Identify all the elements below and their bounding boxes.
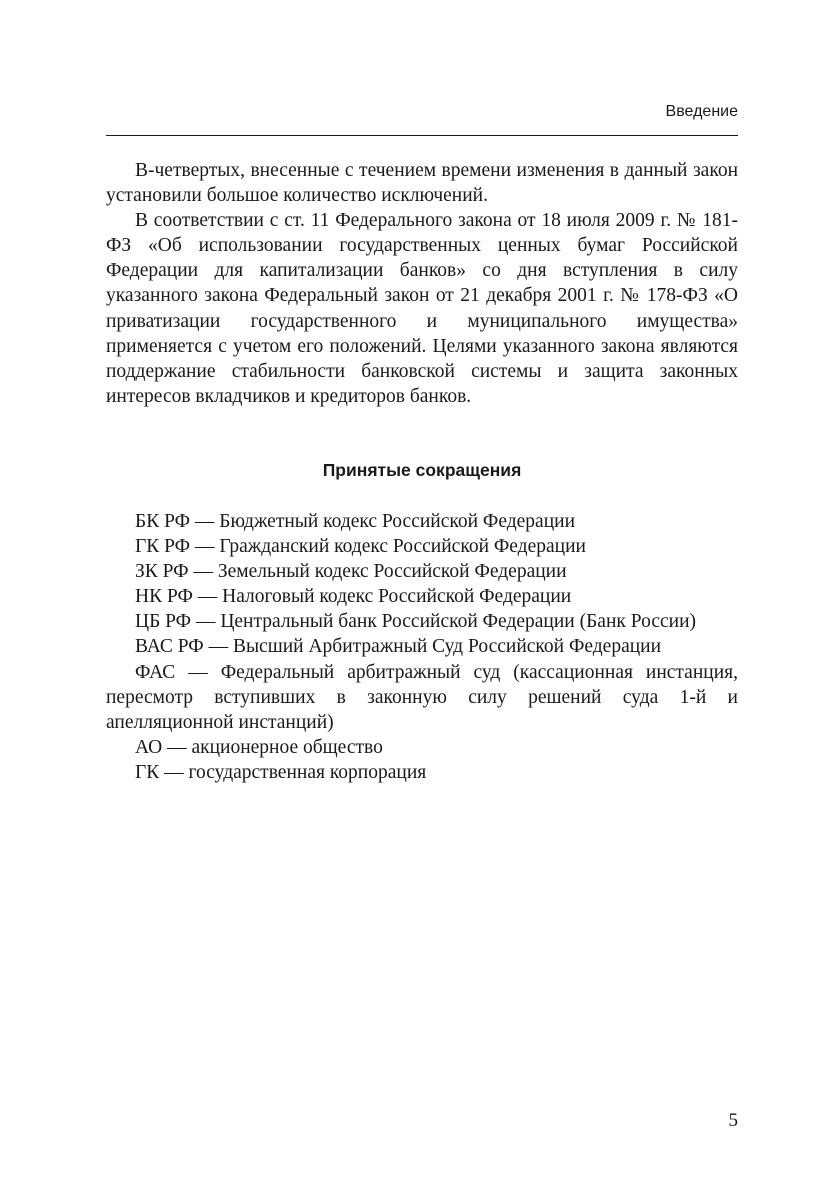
- running-head: Введение: [665, 103, 738, 120]
- list-item: ГК РФ — Гражданский кодекс Российской Федерации: [135, 536, 586, 558]
- header-rule: [106, 135, 738, 136]
- paragraph: В соответствии с ст. 11 Федерального закона от 18 июля 2009 г. № 181-ФЗ «Об использовании государственных ценных бумаг Российской Федерации для капитализации банков» со дня вступления в силу указанного закона Федеральный закон от 21 декабря 2001 г. № 178-ФЗ «О приватизации государственного и муниципального имущества» применяется с учетом его положений. Целями указанного закона являются поддержание стабильности банковской системы и защита законных интересов вкладчиков и кредиторов банков.: [106, 210, 738, 407]
- list-item: ФАС — Федеральный арбитражный суд (кассационная инстанция, пересмотр вступивших в законную силу решений суда 1-й и апелляционной инстанций): [106, 661, 738, 733]
- list-item: АО — акционерное общество: [135, 736, 383, 758]
- list-item: ГК — государственная корпорация: [135, 761, 427, 783]
- paragraph: В-четвертых, внесенные с течением времени изменения в данный закон установили большое количество исключений.: [106, 160, 738, 207]
- list-item: ВАС РФ — Высший Арбитражный Суд Российской Федерации: [135, 636, 662, 658]
- section-title: Принятые сокращения: [322, 460, 522, 480]
- list-item: БК РФ — Бюджетный кодекс Российской Федерации: [135, 511, 576, 532]
- list-item: ЦБ РФ — Центральный банк Российской Федерации (Банк России): [135, 611, 697, 633]
- intro-text: [106, 158, 738, 409]
- list-item: ЗК РФ — Земельный кодекс Российской Федерации: [135, 561, 567, 583]
- list-item: НК РФ — Налоговый кодекс Российской Федерации: [135, 586, 572, 608]
- page-number: 5: [728, 1110, 738, 1131]
- abbreviation-list: [106, 509, 738, 785]
